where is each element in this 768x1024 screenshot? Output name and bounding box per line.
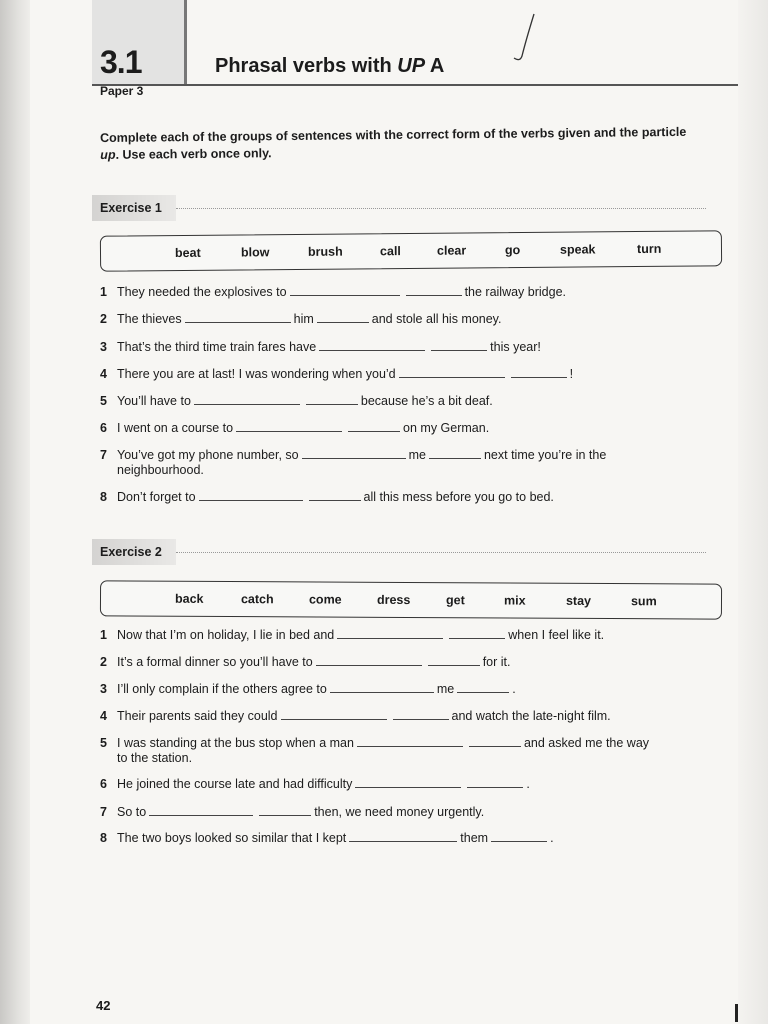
paper-label: Paper 3 [100,84,144,98]
unit-title-prefix: Phrasal verbs with [215,55,398,77]
sentence-text: Now that I’m on holiday, I lie in bed and [117,628,335,642]
answer-blank[interactable] [349,831,457,842]
sentence-text: me [436,682,455,696]
answer-blank[interactable] [290,285,400,296]
sentence-text: They needed the explosives to [117,285,287,299]
exercise-1-label: Exercise 1 [92,195,176,221]
sentence-number: 3 [100,682,107,696]
exercise-1-word-box [100,230,722,271]
sentence-text: because he’s a bit deaf. [360,394,493,408]
unit-title-italic: UP [397,55,426,77]
word-blow: blow [240,245,270,260]
answer-blank[interactable] [194,394,300,405]
sentence-text: I’ll only complain if the others agree to [117,682,327,696]
ex1-sentence-7 [100,448,720,478]
ex2-sentence-2 [100,655,720,670]
sentence-number: 2 [100,312,107,326]
sentence-text: The two boys looked so similar that I kept [117,831,347,845]
answer-blank[interactable] [306,394,358,405]
sentence-text: I was standing at the bus stop when a man [117,736,354,750]
sentence-text: next time you’re in the [483,448,607,462]
answer-blank[interactable] [281,709,387,720]
sentence-number: 7 [100,448,107,462]
word-speak: speak [559,242,596,257]
header-rule [92,84,738,86]
answer-blank[interactable] [199,490,303,501]
sentence-text: . [512,682,516,696]
answer-blank[interactable] [431,340,487,351]
sentence-text: then, we need money urgently. [314,805,485,819]
sentence-text: So to [117,805,147,819]
answer-blank[interactable] [330,682,434,693]
ex2-sentence-1 [100,628,720,643]
ex1-sentence-5 [100,394,720,409]
answer-blank[interactable] [355,777,461,788]
sentence-continuation: to the station. [117,751,193,765]
sentence-text: It’s a formal dinner so you’ll have to [117,655,313,669]
sentence-text: I went on a course to [117,421,234,435]
sentence-number: 4 [100,709,107,723]
word-back: back [174,591,204,606]
sentence-text: when I feel like it. [508,628,605,642]
answer-blank[interactable] [337,628,443,639]
exercise-2-word-box [100,580,722,619]
ex1-sentence-3 [100,340,720,355]
sentence-number: 2 [100,655,107,669]
word-stay: stay [565,593,592,608]
word-mix: mix [503,593,526,608]
exercise-1-dotted-line [176,208,706,209]
answer-blank[interactable] [428,655,480,666]
sentence-text: ! [569,367,574,381]
answer-blank[interactable] [467,777,523,788]
ex1-sentence-4 [100,367,720,382]
word-go: go [504,243,521,258]
word-get: get [445,593,465,608]
sentence-text: and watch the late-night film. [451,709,611,723]
answer-blank[interactable] [259,805,311,816]
answer-blank[interactable] [406,285,462,296]
ex1-sentence-2 [100,312,720,327]
sentence-text: all this mess before you go to bed. [363,490,554,504]
ex2-sentence-7 [100,805,720,820]
answer-blank[interactable] [429,448,481,459]
ex1-sentence-1 [100,285,720,300]
handwritten-tick-mark [512,10,536,64]
unit-title-suffix: A [425,55,445,77]
sentence-text: . [526,777,530,791]
sentence-text: Their parents said they could [117,709,278,723]
word-clear: clear [436,243,467,258]
instructions-part1: Complete each of the groups of sentences with the correct form of the verbs given and the particle [100,124,687,145]
instructions-part2: . Use each verb once only. [115,146,272,162]
word-sum: sum [630,594,657,609]
sentence-text: You’ll have to [117,394,191,408]
sentence-text: . [550,831,554,845]
exercise-2-label: Exercise 2 [92,539,176,565]
sentence-text: on my German. [403,421,490,435]
unit-number: 3.1 [100,44,142,80]
answer-blank[interactable] [317,312,369,323]
ex2-sentence-4 [100,709,720,724]
answer-blank[interactable] [491,831,547,842]
ex1-sentence-6 [100,421,720,436]
answer-blank[interactable] [185,312,291,323]
answer-blank[interactable] [316,655,422,666]
answer-blank[interactable] [399,367,505,378]
word-brush: brush [307,244,343,259]
answer-blank[interactable] [236,421,342,432]
sentence-text: this year! [490,340,541,354]
instructions-particle: up [100,147,116,162]
book-spine-shadow [0,0,30,1024]
ex1-sentence-8 [100,490,720,505]
sentence-number: 1 [100,628,107,642]
corner-mark [735,1004,738,1022]
word-come: come [308,592,342,607]
sentence-number: 5 [100,394,107,408]
sentence-text: The thieves [117,312,182,326]
sentence-text: There you are at last! I was wondering when you’d [117,367,396,381]
word-beat: beat [174,245,201,261]
sentence-number: 7 [100,805,107,819]
sentence-number: 8 [100,831,107,845]
sentence-text: for it. [482,655,511,669]
unit-title [215,55,444,78]
sentence-text: That’s the third time train fares have [117,340,317,354]
answer-blank[interactable] [449,628,505,639]
page-edge [738,0,768,1024]
ex2-sentence-3 [100,682,720,697]
word-turn: turn [636,241,662,257]
answer-blank[interactable] [309,490,361,501]
sentence-text: He joined the course late and had difficulty [117,777,353,791]
sentence-number: 6 [100,777,107,791]
sentence-text: the railway bridge. [464,285,567,299]
instructions [100,124,700,164]
sentence-continuation: neighbourhood. [117,463,204,477]
answer-blank[interactable] [302,448,406,459]
sentence-number: 3 [100,340,107,354]
sentence-number: 4 [100,367,107,381]
ex2-sentence-6 [100,777,720,792]
sentence-number: 5 [100,736,107,750]
answer-blank[interactable] [348,421,400,432]
answer-blank[interactable] [357,736,463,747]
sentence-text: me [408,448,426,462]
sentence-number: 6 [100,421,107,435]
exercise-2-dotted-line [176,552,706,553]
sentence-text: and stole all his money. [371,312,502,326]
answer-blank[interactable] [469,736,521,747]
answer-blank[interactable] [511,367,567,378]
sentence-number: 1 [100,285,107,299]
sentence-text: You’ve got my phone number, so [117,448,299,462]
answer-blank[interactable] [149,805,253,816]
word-dress: dress [376,592,411,607]
answer-blank[interactable] [319,340,425,351]
sentence-text: him [293,312,314,326]
ex2-sentence-5 [100,736,720,766]
sentence-text: them [460,831,489,845]
word-call: call [379,244,401,259]
answer-blank[interactable] [457,682,509,693]
answer-blank[interactable] [393,709,449,720]
sentence-text: and asked me the way [523,736,650,750]
sentence-text: Don’t forget to [117,490,196,504]
word-catch: catch [240,592,274,607]
page-number: 42 [96,998,111,1013]
sentence-number: 8 [100,490,107,504]
ex2-sentence-8 [100,831,720,846]
